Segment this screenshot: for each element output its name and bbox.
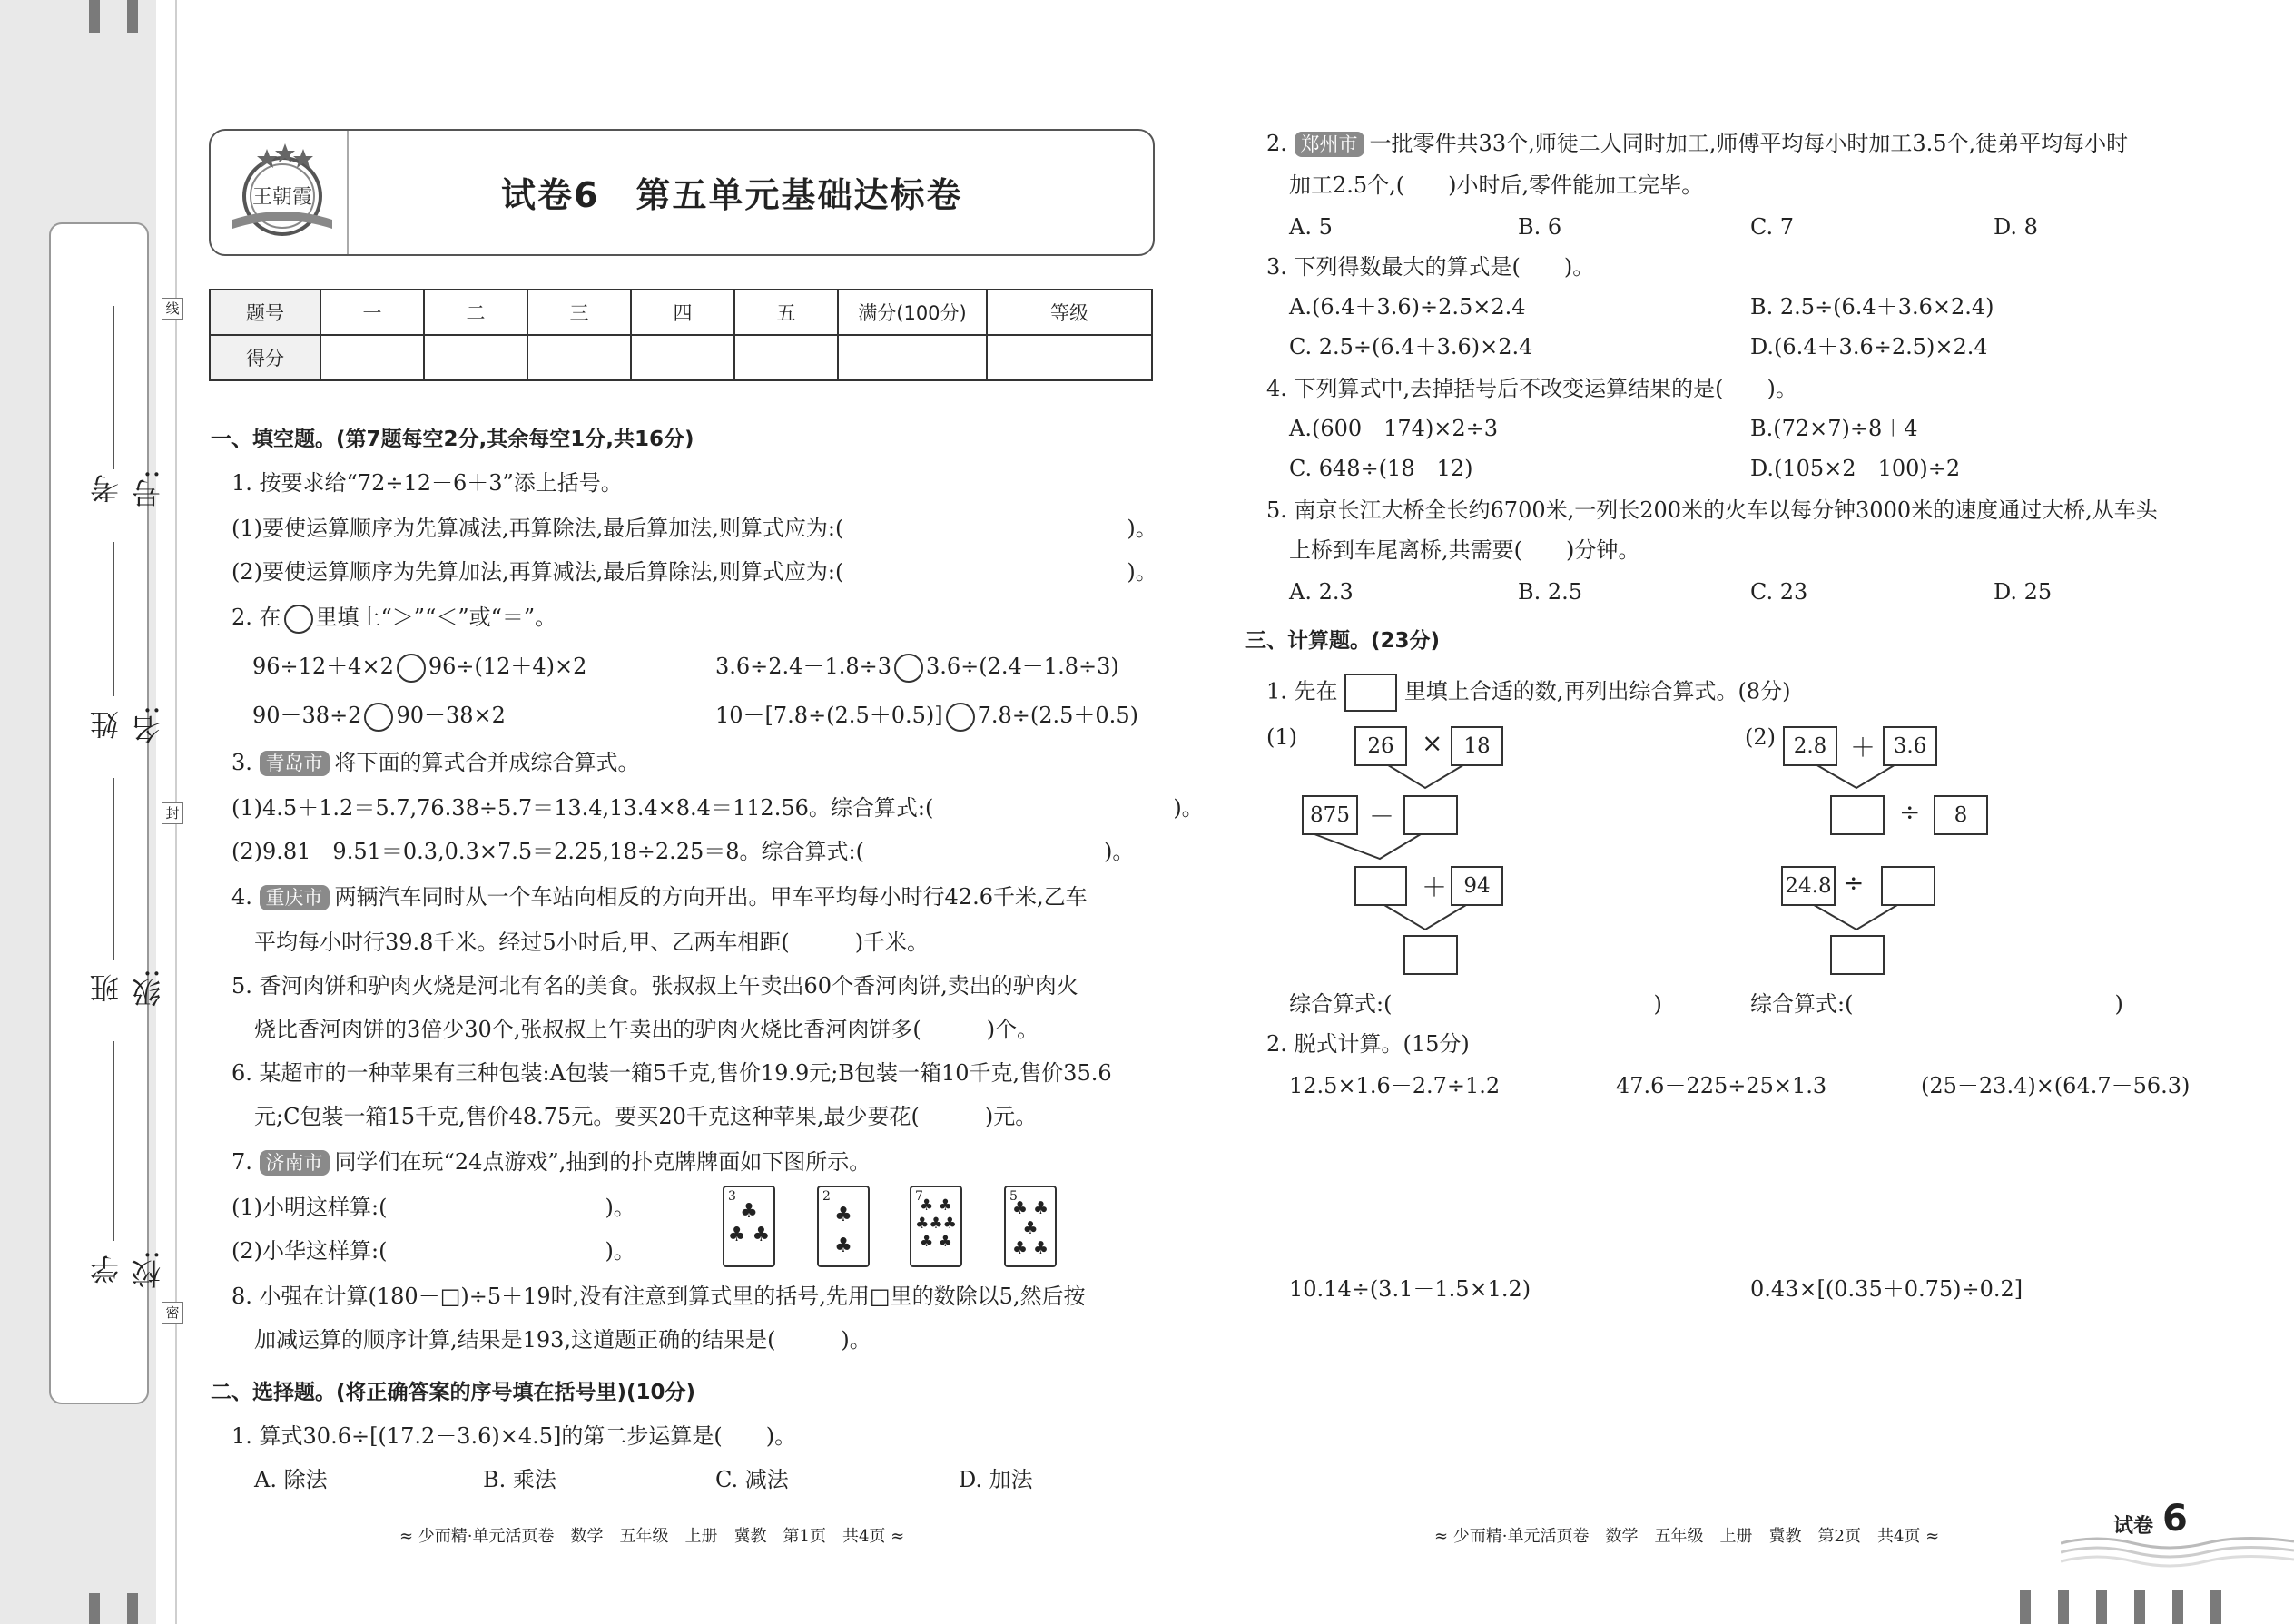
score-cell[interactable] bbox=[987, 335, 1152, 380]
c2-option-d: D. 8 bbox=[1994, 214, 2038, 240]
score-cell[interactable] bbox=[734, 335, 838, 380]
diagram2-op1: ＋ bbox=[1850, 733, 1876, 763]
q7-num: 7. bbox=[231, 1149, 252, 1175]
diagram1-label: (1) bbox=[1266, 724, 1297, 750]
c4-option-b: B.(72×7)÷8＋4 bbox=[1750, 416, 1918, 441]
score-header-cell: 五 bbox=[734, 290, 838, 335]
zonghe-2: 综合算式:( ) bbox=[1750, 991, 2123, 1017]
diagram1-blank[interactable] bbox=[1354, 866, 1407, 906]
q3-body: 将下面的算式合并成综合算式。 bbox=[334, 750, 640, 775]
expr-3: (25－23.4)×(64.7－56.3) bbox=[1921, 1073, 2191, 1098]
q2-item-b bbox=[715, 652, 1119, 683]
expr-1: 12.5×1.6－2.7÷1.2 bbox=[1289, 1073, 1501, 1098]
diagram1-num-875: 875 bbox=[1302, 795, 1358, 835]
title-divider bbox=[347, 131, 349, 254]
k1-pre: 1. 先在 bbox=[1266, 678, 1338, 704]
c2-option-a: A. 5 bbox=[1289, 214, 1333, 240]
banji-line bbox=[113, 778, 114, 960]
crop-mark bbox=[89, 1593, 100, 1624]
score-table bbox=[209, 289, 1153, 381]
diagram1-blank[interactable] bbox=[1403, 795, 1458, 835]
score-cell[interactable] bbox=[527, 335, 631, 380]
city-tag: 济南市 bbox=[260, 1150, 330, 1176]
city-tag: 重庆市 bbox=[260, 885, 330, 910]
c5-option-d: D. 25 bbox=[1994, 579, 2053, 605]
c2-text bbox=[1266, 129, 2128, 158]
q3a-text: (1)4.5＋1.2＝5.7,76.38÷5.7＝13.4,13.4×8.4＝112.56。综合算式:( )。 bbox=[231, 795, 1204, 821]
xingming-line bbox=[113, 542, 114, 696]
c1-option-c: C. 减法 bbox=[715, 1467, 789, 1492]
c3-option-b: B. 2.5÷(6.4＋3.6×2.4) bbox=[1750, 294, 1994, 320]
score-cell[interactable] bbox=[424, 335, 527, 380]
q4-line2: 平均每小时行39.8千米。经过5小时后,甲、乙两车相距( )千米。 bbox=[254, 930, 930, 955]
score-header-cell: 四 bbox=[631, 290, 734, 335]
page-title: 试卷6 第五单元基础达标卷 bbox=[501, 175, 963, 215]
expr-4: 10.14÷(3.1－1.5×1.2) bbox=[1289, 1276, 1531, 1302]
score-cell[interactable] bbox=[838, 335, 987, 380]
crop-mark bbox=[2134, 1590, 2145, 1624]
card-rank: 5 bbox=[1009, 1189, 1018, 1204]
score-header-row bbox=[210, 290, 1152, 335]
q5-line1: 5. 香河肉饼和驴肉火烧是河北有名的美食。张叔叔上午卖出60个香河肉饼,卖出的驴肉火 bbox=[231, 973, 1078, 999]
crop-mark bbox=[2058, 1590, 2069, 1624]
footer-left: ≈ 少而精·单元活页卷 数学 五年级 上册 冀教 第1页 共4页 ≈ bbox=[399, 1527, 905, 1546]
xuexiao-label: 学校: bbox=[89, 1250, 165, 1289]
club-icon: ♣ ♣ ♣♣♣ ♣ ♣ bbox=[915, 1196, 957, 1251]
q2-pre: 2. 在 bbox=[231, 605, 281, 630]
playing-card bbox=[1004, 1186, 1057, 1267]
card-rank: 7 bbox=[915, 1189, 923, 1204]
q3-text bbox=[231, 748, 640, 777]
c5-option-b: B. 2.5 bbox=[1518, 579, 1583, 605]
crop-mark bbox=[127, 1593, 138, 1624]
score-cell[interactable] bbox=[631, 335, 734, 380]
score-header-cell: 题号 bbox=[210, 290, 320, 335]
c2-body: 一批零件共33个,师徒二人同时加工,师傅平均每小时加工3.5个,徒弟平均每小时 bbox=[1369, 131, 2129, 156]
publisher-logo bbox=[223, 140, 341, 244]
q2a-left: 96÷12＋4×2 bbox=[252, 654, 394, 679]
q2b-right: 3.6÷(2.4－1.8÷3) bbox=[926, 654, 1119, 679]
cut-mark-xian: 线 bbox=[162, 298, 183, 320]
diagram1-op2: － bbox=[1369, 802, 1395, 832]
q2-item-d bbox=[715, 701, 1138, 732]
diagram1-op3: ＋ bbox=[1422, 872, 1448, 902]
c4-option-a: A.(600－174)×2÷3 bbox=[1289, 416, 1499, 441]
score-input-row bbox=[210, 335, 1152, 380]
diagram2-op2: ÷ bbox=[1899, 797, 1921, 827]
xuexiao-line bbox=[113, 1041, 114, 1241]
city-tag: 青岛市 bbox=[260, 751, 330, 776]
q2d-right: 7.8÷(2.5＋0.5) bbox=[977, 703, 1138, 728]
q3b-text: (2)9.81－9.51＝0.3,0.3×7.5＝2.25,18÷2.25＝8。综合算式:( )。 bbox=[231, 839, 1135, 864]
expr-2: 47.6－225÷25×1.3 bbox=[1616, 1073, 1827, 1098]
crop-mark bbox=[127, 0, 138, 33]
q7-text bbox=[231, 1147, 871, 1176]
q4-body: 两辆汽车同时从一个车站向相反的方向开出。甲车平均每小时行42.6千米,乙车 bbox=[334, 884, 1088, 910]
crop-mark bbox=[89, 0, 100, 33]
q4-num: 4. bbox=[231, 884, 252, 910]
q7-body: 同学们在玩“24点游戏”,抽到的扑克牌牌面如下图所示。 bbox=[334, 1149, 871, 1175]
title-box bbox=[209, 129, 1155, 256]
diagram2-num-3.6: 3.6 bbox=[1883, 726, 1937, 766]
q1b-text: (2)要使运算顺序为先算加法,再算减法,最后算除法,则算式应为:( )。 bbox=[231, 559, 1157, 585]
c1-text: 1. 算式30.6÷[(17.2－3.6)×4.5]的第二步运算是( )。 bbox=[231, 1423, 797, 1449]
q6-line2: 元;C包装一箱15千克,售价48.75元。要买20千克这种苹果,最少要花( )元。 bbox=[254, 1104, 1038, 1129]
c3-option-c: C. 2.5÷(6.4＋3.6)×2.4 bbox=[1289, 334, 1533, 359]
q2-item-a bbox=[252, 652, 586, 683]
answer-circle[interactable] bbox=[946, 703, 975, 732]
cut-mark-mi: 密 bbox=[162, 1302, 183, 1324]
c2-option-b: B. 6 bbox=[1518, 214, 1562, 240]
q2c-right: 90－38×2 bbox=[396, 703, 506, 728]
answer-circle[interactable] bbox=[894, 654, 923, 683]
score-cell[interactable] bbox=[320, 335, 424, 380]
diagram1-num-94: 94 bbox=[1451, 866, 1503, 906]
q7b-text: (2)小华这样算:( )。 bbox=[231, 1238, 635, 1264]
city-tag: 郑州市 bbox=[1295, 132, 1364, 157]
footer-right: ≈ 少而精·单元活页卷 数学 五年级 上册 冀教 第2页 共4页 ≈ bbox=[1434, 1527, 1940, 1546]
answer-circle[interactable] bbox=[397, 654, 426, 683]
c5-line1: 5. 南京长江大桥全长约6700米,一列长200米的火车以每分钟3000米的速度通过大桥,从车头 bbox=[1266, 497, 2158, 523]
diagram2-num-2.8: 2.8 bbox=[1783, 726, 1837, 766]
crop-mark bbox=[2172, 1590, 2183, 1624]
playing-card bbox=[817, 1186, 870, 1267]
section-2-title: 二、选择题。(将正确答案的序号填在括号里)(10分) bbox=[211, 1381, 696, 1404]
c5-option-a: A. 2.3 bbox=[1289, 579, 1354, 605]
score-row-label: 得分 bbox=[210, 335, 320, 380]
c1-option-b: B. 乘法 bbox=[483, 1467, 556, 1492]
logo-text: 王朝霞 bbox=[251, 186, 313, 209]
crop-mark bbox=[2020, 1590, 2031, 1624]
k2-text: 2. 脱式计算。(15分) bbox=[1266, 1031, 1470, 1057]
c4-option-d: D.(105×2－100)÷2 bbox=[1750, 456, 1961, 481]
q2-item-c bbox=[252, 701, 506, 732]
expr-5: 0.43×[(0.35＋0.75)÷0.2] bbox=[1750, 1276, 2023, 1302]
crop-mark bbox=[2096, 1590, 2107, 1624]
club-icon: ♣ ♣ ♣ bbox=[727, 1200, 771, 1246]
k1-post: 里填上合适的数,再列出综合算式。(8分) bbox=[1403, 678, 1791, 704]
q2c-left: 90－38÷2 bbox=[252, 703, 362, 728]
q2d-left: 10－[7.8÷(2.5＋0.5)] bbox=[715, 703, 943, 728]
q2a-right: 96÷(12＋4)×2 bbox=[428, 654, 587, 679]
diagram1-op1: × bbox=[1422, 728, 1443, 758]
q2b-left: 3.6÷2.4－1.8÷3 bbox=[715, 654, 891, 679]
diagram2-label: (2) bbox=[1745, 724, 1776, 750]
q8-line1: 8. 小强在计算(180－□)÷5＋19时,没有注意到算式里的括号,先用□里的数除以5,然后按 bbox=[231, 1284, 1086, 1309]
c3-option-a: A.(6.4＋3.6)÷2.5×2.4 bbox=[1289, 294, 1526, 320]
c3-option-d: D.(6.4＋3.6÷2.5)×2.4 bbox=[1750, 334, 1988, 359]
score-header-cell: 三 bbox=[527, 290, 631, 335]
q4-text bbox=[231, 882, 1088, 911]
diagram1-num-18: 18 bbox=[1451, 726, 1503, 766]
q6-line1: 6. 某超市的一种苹果有三种包装:A包装一箱5千克,售价19.9元;B包装一箱10千克,售价35.6 bbox=[231, 1060, 1112, 1086]
diagram2-blank[interactable] bbox=[1881, 866, 1935, 906]
playing-card bbox=[723, 1186, 775, 1267]
c1-option-d: D. 加法 bbox=[959, 1467, 1033, 1492]
c4-option-c: C. 648÷(18－12) bbox=[1289, 456, 1473, 481]
q2-post: 里填上“＞”“＜”或“＝”。 bbox=[315, 605, 557, 630]
score-header-cell: 二 bbox=[424, 290, 527, 335]
club-icon: ♣ ♣ bbox=[834, 1204, 852, 1257]
xingming-label: 姓名: bbox=[89, 705, 165, 744]
q3-num: 3. bbox=[231, 750, 252, 775]
q7a-text: (1)小明这样算:( )。 bbox=[231, 1195, 635, 1220]
student-info-panel bbox=[49, 222, 165, 1404]
diagram2-num-8: 8 bbox=[1934, 795, 1988, 835]
c4-text: 4. 下列算式中,去掉括号后不改变运算结果的是( )。 bbox=[1266, 376, 1797, 401]
q2-text bbox=[231, 603, 556, 634]
card-rank: 2 bbox=[822, 1189, 831, 1204]
club-icon: ♣ ♣ ♣ ♣ ♣ bbox=[1011, 1198, 1049, 1258]
corner-label: 试卷 bbox=[2113, 1515, 2154, 1538]
cut-mark-feng: 封 bbox=[162, 802, 183, 824]
section-3-title: 三、计算题。(23分) bbox=[1245, 629, 1441, 653]
k1-text bbox=[1266, 674, 1790, 712]
c2-num: 2. bbox=[1266, 131, 1287, 156]
diagram2-num-24.8: 24.8 bbox=[1781, 866, 1836, 906]
score-header-cell: 等级 bbox=[987, 290, 1152, 335]
corner-number: 6 bbox=[2162, 1498, 2188, 1540]
section-1-title: 一、填空题。(第7题每空2分,其余每空1分,共16分) bbox=[211, 428, 694, 451]
diagram1-blank[interactable] bbox=[1403, 935, 1458, 975]
playing-card bbox=[910, 1186, 962, 1267]
c5-line2: 上桥到车尾离桥,共需要( )分钟。 bbox=[1289, 537, 1640, 563]
score-header-cell: 一 bbox=[320, 290, 424, 335]
answer-circle[interactable] bbox=[364, 703, 393, 732]
c2-option-c: C. 7 bbox=[1750, 214, 1795, 240]
q5-line2: 烧比香河肉饼的3倍少30个,张叔叔上午卖出的驴肉火烧比香河肉饼多( )个。 bbox=[254, 1017, 1039, 1042]
kaohao-label: 考号: bbox=[89, 469, 165, 508]
diagram2-blank[interactable] bbox=[1830, 795, 1885, 835]
q8-line2: 加减运算的顺序计算,结果是193,这道题正确的结果是( )。 bbox=[254, 1327, 871, 1353]
q1a-text: (1)要使运算顺序为先算减法,再算除法,最后算加法,则算式应为:( )。 bbox=[231, 516, 1157, 541]
zonghe-1: 综合算式:( ) bbox=[1289, 991, 1662, 1017]
c3-text: 3. 下列得数最大的算式是( )。 bbox=[1266, 254, 1595, 280]
banji-label: 班级: bbox=[89, 969, 165, 1008]
c2-line2: 加工2.5个,( )小时后,零件能加工完毕。 bbox=[1289, 172, 1704, 198]
c5-option-c: C. 23 bbox=[1750, 579, 1808, 605]
card-rank: 3 bbox=[728, 1189, 736, 1204]
blank-box-icon bbox=[1344, 674, 1397, 712]
c1-option-a: A. 除法 bbox=[254, 1467, 328, 1492]
crop-mark bbox=[2210, 1590, 2221, 1624]
diagram1-num-26: 26 bbox=[1354, 726, 1407, 766]
diagram2-blank[interactable] bbox=[1830, 935, 1885, 975]
kaohao-line bbox=[113, 306, 114, 469]
diagram2-op3: ÷ bbox=[1843, 868, 1865, 898]
score-header-cell: 满分(100分) bbox=[838, 290, 987, 335]
q1-text: 1. 按要求给“72÷12－6＋3”添上括号。 bbox=[231, 470, 623, 496]
compare-circle-icon bbox=[284, 605, 313, 634]
